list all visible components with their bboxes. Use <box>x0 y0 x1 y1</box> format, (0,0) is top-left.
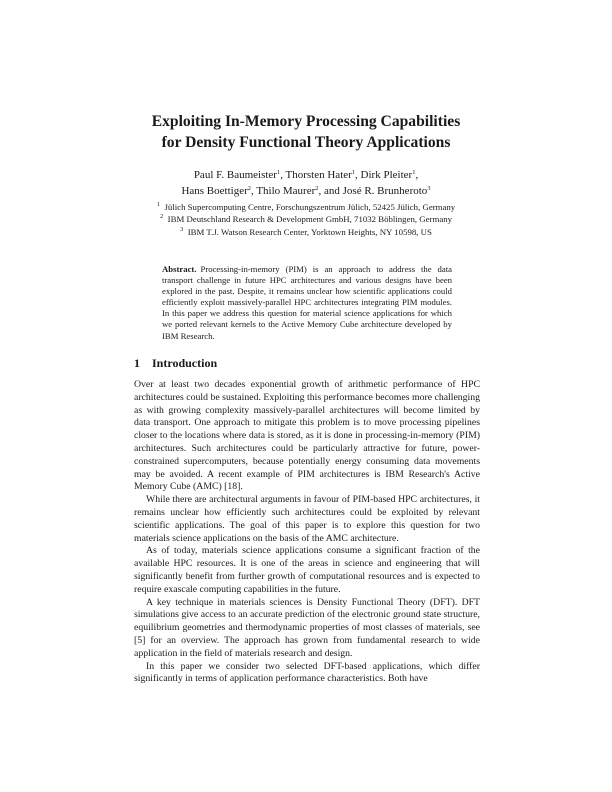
author: Hans Boettiger$^2$, <box>181 185 257 197</box>
paragraph: Over at least two decades exponential growth of arithmetic performance of HPC architectures could be sustained. Exploiting this performance becomes more challenging as with growing complexity massively-parallel architectures will become limited by data transport. One approach to mitigate this problem is to move processing pipelines closer to the locations where data is stored, as it is done in processing-in-memory (PIM) architectures. Such architectures could be particularly attractive for future, power-constrained supercomputers, because potentially energy consuming data movements may be avoided. A recent example of PIM architectures is IBM Research's Active Memory Cube (AMC) [18]. <box>134 379 480 493</box>
author: Thorsten Hater$^1$, <box>285 169 361 181</box>
paragraph: A key technique in materials sciences is Density Functional Theory (DFT). DFT simulations give access to an accurate prediction of the electronic ground state structure, equilibrium geometries and thermodynamic properties of most classes of materials, see [5] for an overview. The approach has grown from fundamental research to wide application in the field of materials research and design. <box>134 596 480 659</box>
title-line-1: Exploiting In-Memory Processing Capabilities <box>151 113 461 130</box>
affiliation: $^2$ IBM Deutschland Research & Development GmbH, 71032 Böblingen, Germany <box>159 213 453 225</box>
author: Thilo Maurer$^2$, and <box>256 185 343 197</box>
affiliation: $^1$ Jülich Supercomputing Centre, Forschungszentrum Jülich, 52425 Jülich, Germany <box>156 201 456 212</box>
abstract-text: Processing-in-memory (PIM) is an approach to address the data transport challenge in future HPC architectures and various designs have been explored in the past. Despite, it remains unclear how scientific applications could efficiently exploit massively-parallel HPC architectures integrating PIM modules. In this paper we address this question for material science applications for which we ported relevant kernels to the Active Memory Cube architecture developed by IBM Research. <box>162 264 452 341</box>
section-number: 1 <box>134 356 140 370</box>
title-line-2: for Density Functional Theory Applications <box>161 134 451 151</box>
affiliation-list <box>100 201 512 238</box>
paper-title <box>100 111 512 153</box>
abstract <box>162 264 452 342</box>
paragraph: While there are architectural arguments in favour of PIM-based HPC architectures, it remains unclear how efficiently such architectures could be exploited by relevant scientific applications. The goal of this paper is to explore this question for two materials science applications on the basis of the AMC architecture. <box>134 494 480 544</box>
paragraph: As of today, materials science applications consume a significant fraction of the available HPC resources. It is one of the areas in science and engineering that will significantly benefit from further growth of computational resources and is expected to require exascale computing capabilities in the future. <box>134 545 480 595</box>
author: José R. Brunheroto$^3$ <box>342 185 431 197</box>
affiliation: $^3$ IBM T.J. Watson Research Center, Yorktown Heights, NY 10598, US <box>180 225 432 237</box>
section-title: Introduction <box>152 356 218 370</box>
body-text <box>134 379 480 686</box>
paragraph: In this paper we consider two selected DFT-based applications, which differ significantly in terms of application performance characteristics. Both have <box>134 660 480 685</box>
section-heading <box>134 356 480 370</box>
author: Paul F. Baumeister$^1$, <box>193 169 286 181</box>
author-list <box>100 167 512 199</box>
author: Dirk Pleiter$^1$, <box>360 169 419 181</box>
abstract-label: Abstract. <box>162 264 197 274</box>
